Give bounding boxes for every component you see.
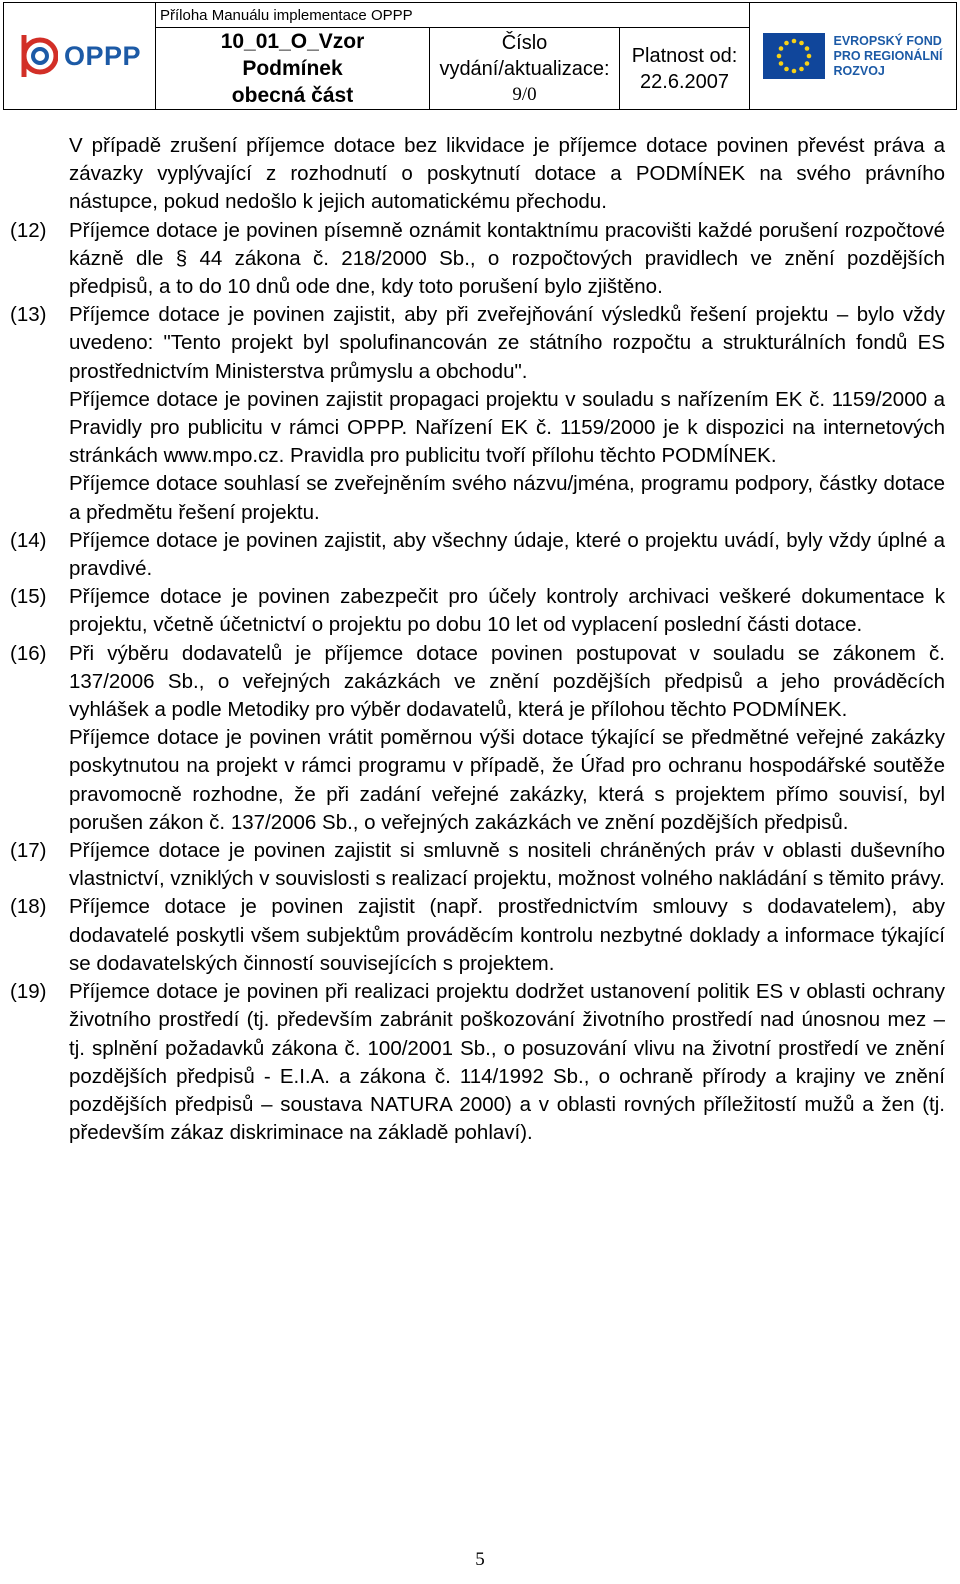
condition-paragraph: Příjemce dotace je povinen při realizaci projektu dodržet ustanovení politik ES v oblasti ochrany životního prostředí (tj. především zabránit poškozování životního prostředí nad únosnou mez – tj. splnění požadavků zákona č. 100/2001 Sb., o posuzování vlivu na životní prostředí ve znění pozdějších předpisů - E.I.A. a zákona č. 114/1992 Sb., o ochraně přírody a krajiny ve znění pozdějších předpisů – soustava NATURA 2000) a v oblasti rovných příležitostí mužů a žen (tj. především zákaz diskriminace na základě pohlaví). <box>69 980 945 1145</box>
condition-item <box>10 527 945 583</box>
condition-number: (15) <box>10 585 47 609</box>
condition-item <box>10 893 945 978</box>
condition-number: (13) <box>10 303 47 327</box>
condition-text <box>69 527 945 583</box>
condition-number: (12) <box>10 218 47 242</box>
eu-fund-text: EVROPSKÝ FOND PRO REGIONÁLNÍ ROZVOJ <box>833 33 943 78</box>
condition-item <box>10 978 945 1147</box>
condition-paragraph: Příjemce dotace je povinen písemně oznámit kontaktnímu pracovišti každé porušení rozpočtové kázně dle § 44 zákona č. 218/2000 Sb., o rozpočtových pravidlech ve znění pozdějších předpisů, a to do 10 dnů ode dne, kdy toto porušení bylo zjištěno. <box>69 218 945 299</box>
condition-paragraph: Příjemce dotace je povinen zajistit, aby všechny údaje, které o projektu uvádí, byly vždy úplné a pravdivé. <box>69 528 945 581</box>
condition-paragraph: Příjemce dotace souhlasí se zveřejněním svého názvu/jména, programu podpory, částky dotace a předmětu řešení projektu. <box>69 472 945 524</box>
condition-text <box>69 640 945 837</box>
condition-item <box>10 837 945 893</box>
document-title: Příloha Manuálu implementace OPPP <box>156 3 750 28</box>
condition-text <box>69 217 945 302</box>
condition-text <box>69 978 945 1147</box>
condition-item <box>10 583 945 639</box>
condition-number: (17) <box>10 839 47 863</box>
eu-flag-icon <box>763 33 825 79</box>
page-number: 5 <box>475 1549 485 1570</box>
condition-text <box>69 837 945 893</box>
condition-text <box>69 301 945 527</box>
condition-number: (14) <box>10 528 47 552</box>
oppp-logo <box>4 3 155 109</box>
condition-paragraph: Příjemce dotace je povinen zajistit (např. prostřednictvím smlouvy s dodavatelem), aby dodavatelé poskytli všem subjektům prováděcím kontrolu nezbytné doklady a informace týkající se dodavatelských činností souvisejících s projektem. <box>69 895 945 975</box>
document-header <box>3 2 957 110</box>
condition-paragraph: Příjemce dotace je povinen zajistit, aby při zveřejňování výsledků řešení projektu – bylo vždy uvedeno: "Tento projekt byl spolufinancován ze státního rozpočtu a strukturálních fondů ES prostřednictvím Ministerstva průmyslu a obchodu". <box>69 303 945 383</box>
condition-number: (19) <box>10 980 47 1004</box>
intro-paragraph: V případě zrušení příjemce dotace bez likvidace je příjemce dotace povinen převést práva a závazky vyplývající z rozhodnutí o poskytnutí dotace a PODMÍNEK na svého právního nástupce, pokud nedošlo k jejich automatickému přechodu. <box>69 134 945 214</box>
condition-paragraph: Příjemce dotace je povinen zajistit si smluvně s nositeli chráněných práv v oblasti duševního vlastnictví, vzniklých v souvislosti s realizací projektu, možnost volného nakládání s těmito právy. <box>69 839 945 891</box>
condition-text <box>69 583 945 639</box>
oppp-logo-cell <box>4 3 156 110</box>
document-body <box>10 132 945 1147</box>
oppp-emblem-icon <box>18 29 58 83</box>
condition-number: (18) <box>10 895 47 919</box>
condition-item <box>10 640 945 837</box>
eu-logo-cell <box>750 3 957 110</box>
conditions-list <box>10 217 945 1148</box>
condition-paragraph: Příjemce dotace je povinen zajistit propagaci projektu v souladu s nařízením EK č. 1159/2000 a Pravidly pro publicitu v rámci OPPP. Nařízení EK č. 1159/2000 je k dispozici na internetových stránkách www.mpo.cz. Pravidla pro publicitu tvoří přílohu těchto PODMÍNEK. <box>69 387 945 468</box>
condition-paragraph: Příjemce dotace je povinen zabezpečit pro účely kontroly archivaci veškeré dokumentace k projektu, včetně účetnictví o projektu po dobu 10 let od vyplacení poslední části dotace. <box>69 585 945 637</box>
oppp-logo-text: OPPP <box>63 40 142 71</box>
condition-item <box>10 217 945 302</box>
form-name: 10_01_O_Vzor Podmínek obecná část <box>156 28 430 110</box>
condition-text <box>69 893 945 978</box>
condition-number: (16) <box>10 641 47 665</box>
issue-number: Číslo vydání/aktualizace: 9/0 <box>430 28 620 110</box>
condition-item <box>10 301 945 527</box>
condition-paragraph: Při výběru dodavatelů je příjemce dotace povinen postupovat v souladu se zákonem č. 137/2006 Sb., o veřejných zakázkách ve znění pozdějších předpisů a jeho prováděcích vyhlášek a podle Metodiky pro výběr dodavatelů, která je přílohou těchto PODMÍNEK. <box>69 641 945 722</box>
validity: Platnost od: 22.6.2007 <box>620 28 750 110</box>
eu-logo <box>750 3 956 109</box>
condition-paragraph: Příjemce dotace je povinen vrátit poměrnou výši dotace týkající se předmětné veřejné zakázky poskytnutou na projekt v rámci programu v případě, že Úřad pro ochranu hospodářské soutěže pravomocně rozhodne, že při zadání veřejné zakázky, která s projektem přímo souvisí, byl porušen zákon č. 137/2006 Sb., o veřejných zakázkách ve znění pozdějších předpisů. <box>69 726 945 834</box>
